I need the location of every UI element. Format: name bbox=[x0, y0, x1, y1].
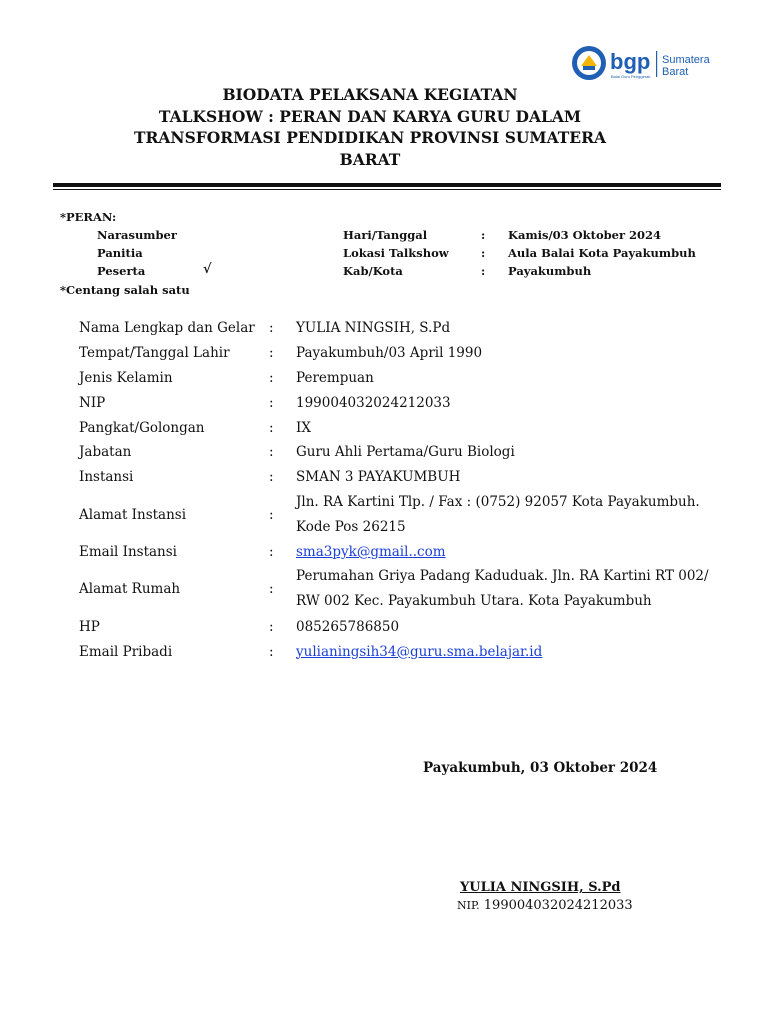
field-row-ttl bbox=[79, 341, 719, 366]
field-row-jenis-kelamin bbox=[79, 366, 719, 391]
field-sep: : bbox=[269, 419, 274, 436]
roles-note: *Centang salah satu bbox=[60, 283, 190, 297]
logo-region-line2: Barat bbox=[662, 66, 689, 78]
bgp-sumatera-barat-logo bbox=[570, 42, 720, 84]
field-value: Guru Ahli Pertama/Guru Biologi bbox=[296, 444, 515, 461]
signature-name: YULIA NINGSIH, S.Pd bbox=[460, 880, 621, 895]
field-value-line: Jln. RA Kartini Tlp. / Fax : (0752) 92057 Kota Payakumbuh. bbox=[296, 493, 700, 510]
field-sep: : bbox=[269, 543, 274, 560]
event-location-value: Aula Balai Kota Payakumbuh bbox=[508, 246, 696, 260]
field-value bbox=[296, 490, 719, 540]
event-location-sep: : bbox=[481, 246, 486, 260]
field-row-instansi bbox=[79, 465, 719, 490]
field-value: YULIA NINGSIH, S.Pd bbox=[296, 320, 451, 337]
field-sep: : bbox=[269, 469, 274, 486]
signature-nip-label: NIP. bbox=[457, 899, 480, 912]
field-sep: : bbox=[269, 643, 274, 660]
field-row-nama bbox=[79, 316, 719, 341]
signature-place-date: Payakumbuh, 03 Oktober 2024 bbox=[423, 760, 658, 776]
field-value-line: RW 002 Kec. Payakumbuh Utara. Kota Payakumbuh bbox=[296, 593, 652, 610]
title-line-2: TALKSHOW : PERAN DAN KARYA GURU DALAM bbox=[158, 106, 582, 126]
field-sep: : bbox=[269, 369, 274, 386]
event-date-sep: : bbox=[481, 228, 486, 242]
field-sep: : bbox=[269, 345, 274, 362]
field-value: 085265786850 bbox=[296, 618, 400, 635]
event-date-label: Hari/Tanggal bbox=[343, 228, 428, 242]
role-narasumber: Narasumber bbox=[97, 228, 177, 242]
field-label: Nama Lengkap dan Gelar bbox=[79, 320, 255, 337]
field-sep: : bbox=[269, 444, 274, 461]
field-label: Tempat/Tanggal Lahir bbox=[79, 345, 230, 362]
event-location-label: Lokasi Talkshow bbox=[343, 246, 449, 260]
role-peserta-checkmark: √ bbox=[203, 262, 212, 277]
field-value: IX bbox=[296, 419, 311, 436]
role-peserta: Peserta bbox=[97, 264, 146, 278]
logo-region-line1: Sumatera bbox=[662, 54, 710, 66]
title-line-3: TRANSFORMASI PENDIDIKAN PROVINSI SUMATERA bbox=[133, 128, 607, 147]
event-city-sep: : bbox=[481, 264, 486, 278]
role-panitia: Panitia bbox=[97, 246, 143, 260]
email-pribadi-link[interactable]: yulianingsih34@guru.sma.belajar.id bbox=[296, 643, 543, 660]
event-date-value: Kamis/03 Oktober 2024 bbox=[508, 228, 662, 242]
field-value: SMAN 3 PAYAKUMBUH bbox=[296, 469, 461, 486]
logo-sub-text: Balai Guru Penggerak bbox=[611, 74, 651, 79]
header-divider-thick bbox=[53, 183, 721, 187]
event-city-label: Kab/Kota bbox=[343, 264, 403, 278]
field-value-line: Perumahan Griya Padang Kaduduak. Jln. RA Kartini RT 002/ bbox=[296, 568, 709, 585]
field-row-email-pribadi bbox=[79, 639, 719, 664]
field-label: HP bbox=[79, 618, 100, 635]
field-sep: : bbox=[269, 320, 274, 337]
field-row-hp bbox=[79, 614, 719, 639]
field-row-alamat-instansi bbox=[79, 490, 719, 540]
field-row-email-instansi bbox=[79, 540, 719, 565]
field-row-jabatan bbox=[79, 440, 719, 465]
field-label: Email Pribadi bbox=[79, 643, 173, 660]
field-label: Jabatan bbox=[79, 444, 132, 461]
field-row-pangkat bbox=[79, 415, 719, 440]
signature-nip-value: 199004032024212033 bbox=[483, 898, 633, 913]
email-instansi-link[interactable]: sma3pyk@gmail..com bbox=[296, 543, 446, 560]
title-line-1: BIODATA PELAKSANA KEGIATAN bbox=[222, 85, 518, 104]
document-title bbox=[120, 84, 620, 170]
biodata-fields bbox=[79, 316, 719, 664]
field-sep: : bbox=[269, 581, 274, 598]
field-value-line: Kode Pos 26215 bbox=[296, 518, 406, 535]
field-value bbox=[296, 564, 719, 614]
field-sep: : bbox=[269, 618, 274, 635]
field-value: 199004032024212033 bbox=[296, 394, 451, 411]
logo-brand-text: bgp bbox=[610, 49, 651, 74]
field-label: Alamat Instansi bbox=[79, 506, 187, 523]
field-label: Email Instansi bbox=[79, 543, 178, 560]
field-label: Alamat Rumah bbox=[79, 581, 181, 598]
header-divider-thin bbox=[53, 189, 721, 190]
field-label: Instansi bbox=[79, 469, 134, 486]
title-line-4: BARAT bbox=[339, 149, 401, 169]
event-city-value: Payakumbuh bbox=[508, 264, 592, 278]
field-sep: : bbox=[269, 506, 274, 523]
field-value: Payakumbuh/03 April 1990 bbox=[296, 345, 483, 362]
field-row-nip bbox=[79, 390, 719, 415]
field-value: Perempuan bbox=[296, 369, 374, 386]
field-label: Jenis Kelamin bbox=[79, 369, 173, 386]
roles-title: *PERAN: bbox=[60, 210, 117, 224]
signature-nip bbox=[457, 898, 633, 913]
field-row-alamat-rumah bbox=[79, 564, 719, 614]
field-sep: : bbox=[269, 394, 274, 411]
field-label: NIP bbox=[79, 394, 106, 411]
field-label: Pangkat/Golongan bbox=[79, 419, 205, 436]
